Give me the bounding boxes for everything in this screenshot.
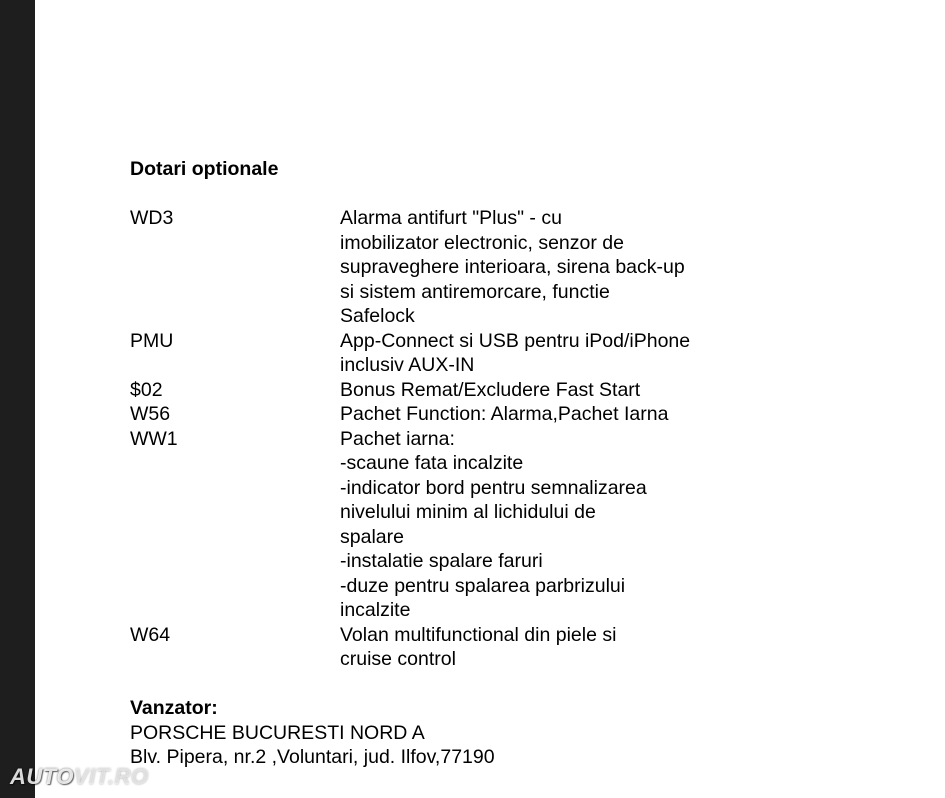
option-description-line: Alarma antifurt "Plus" - cu (340, 207, 562, 229)
option-description-line: incalzite (340, 599, 411, 621)
watermark-part-vit: VIT.RO (73, 764, 149, 789)
option-description-line: inclusiv AUX-IN (340, 354, 475, 376)
option-row-02 (130, 378, 890, 403)
option-row-wd3 (130, 206, 890, 329)
option-row-ww1 (130, 427, 890, 623)
seller-address: Blv. Pipera, nr.2 ,Voluntari, jud. Ilfov,77190 (130, 746, 495, 768)
option-description-line: -scaune fata incalzite (340, 452, 524, 474)
section-title: Dotari optionale (130, 158, 279, 180)
option-code: WW1 (130, 427, 178, 450)
document-body (130, 157, 890, 770)
option-description-line: Pachet Function: Alarma,Pachet Iarna (340, 403, 669, 425)
option-description-line: cruise control (340, 648, 456, 670)
option-description-line: imobilizator electronic, senzor de (340, 231, 624, 254)
option-row-w56 (130, 402, 890, 427)
option-code: $02 (130, 378, 163, 401)
option-description-line: -instalatie spalare faruri (340, 550, 543, 572)
option-code: WD3 (130, 207, 174, 229)
option-description-line: App-Connect si USB pentru iPod/iPhone (340, 329, 691, 352)
option-description (340, 329, 740, 378)
option-row-pmu (130, 329, 890, 378)
option-description-line: Safelock (340, 305, 415, 327)
option-row-w64 (130, 623, 890, 672)
option-code: W56 (130, 403, 171, 425)
options-list (130, 206, 890, 672)
option-description (340, 206, 740, 329)
option-code: W64 (130, 623, 171, 646)
seller-title: Vanzator: (130, 697, 218, 719)
left-dark-margin (0, 0, 35, 798)
option-description-line: spalare (340, 525, 404, 548)
option-description-line: supraveghere interioara, sirena back-up (340, 256, 685, 278)
option-description (340, 427, 740, 623)
autovit-watermark-logo (10, 764, 149, 790)
option-description (340, 402, 740, 427)
option-description-line: Volan multifunctional din piele si (340, 623, 617, 646)
watermark-part-auto: AUTO (10, 764, 74, 789)
option-description-line: Pachet iarna: (340, 427, 455, 450)
seller-block (130, 696, 890, 770)
option-description (340, 623, 740, 672)
option-description-line: nivelului minim al lichidului de (340, 501, 596, 523)
option-code: PMU (130, 329, 174, 352)
option-description-line: -duze pentru spalarea parbrizului (340, 574, 626, 597)
seller-name: PORSCHE BUCURESTI NORD A (130, 721, 425, 744)
option-description (340, 378, 740, 403)
option-description-line: si sistem antiremorcare, functie (340, 280, 610, 303)
option-description-line: Bonus Remat/Excludere Fast Start (340, 378, 641, 401)
option-description-line: -indicator bord pentru semnalizarea (340, 476, 647, 499)
